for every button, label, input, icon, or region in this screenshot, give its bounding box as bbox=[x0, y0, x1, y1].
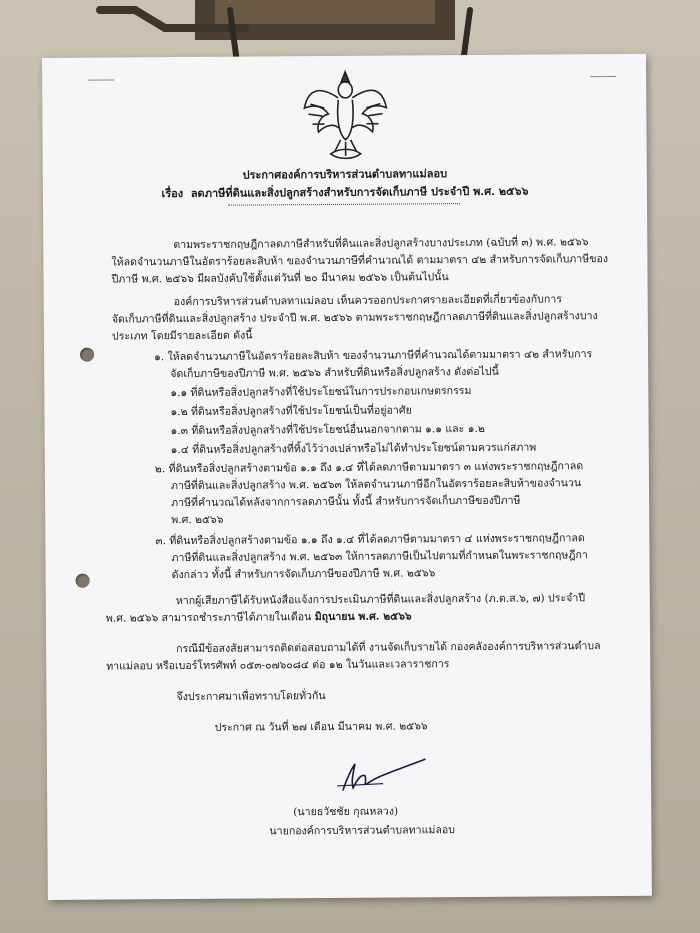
signature bbox=[329, 755, 439, 796]
text-line: ประเภท โดยมีรายละเอียด ดังนี้ bbox=[111, 329, 253, 343]
text-line: ๑.๓ ที่ดินหรือสิ่งปลูกสร้างที่ใช้ประโยชน์อื่นนอกจากตาม ๑.๑ และ ๑.๒ bbox=[170, 422, 485, 438]
garuda-emblem-icon bbox=[300, 68, 391, 163]
text-line: พ.ศ. ๒๕๖๖ bbox=[171, 513, 224, 527]
text-line: ภาษีที่ดินและสิ่งปลูกสร้าง พ.ศ. ๒๕๖๓ ให้ลดจำนวนภาษีอีกในอัตราร้อยละสิบห้าของจำนวน bbox=[170, 477, 582, 493]
text-line: จึงประกาศมาเพื่อทราบโดยทั่วกัน bbox=[176, 690, 326, 704]
announcement-date: ประกาศ ณ วันที่ ๒๗ เดือน มีนาคม พ.ศ. ๒๕๖๖ bbox=[214, 720, 428, 734]
text-line: ๑.๒ ที่ดินหรือสิ่งปลูกสร้างที่ใช้ประโยชน์เป็นที่อยู่อาศัย bbox=[170, 404, 412, 419]
text-line: ๑.๔ ที่ดินหรือสิ่งปลูกสร้างที่ทิ้งไว้ว่างเปล่าหรือไม่ได้ทำประโยชน์ตามควรแก่สภาพ bbox=[170, 441, 537, 457]
signer-position: นายกองค์การบริหารส่วนตำบลทาแม่ลอบ bbox=[269, 824, 455, 838]
text-line: จัดเก็บภาษีที่ดินและสิ่งปลูกสร้าง ประจำปี พ.ศ. ๒๕๖๖ ตามพระราชกฤษฎีกาลดภาษีที่ดินและสิ่งปลูกสร้างบาง bbox=[111, 310, 598, 326]
text-line: ๑. ให้ลดจำนวนภาษีในอัตราร้อยละสิบห้า ของจำนวนภาษีที่คำนวณได้ตามมาตรา ๔๒ สำหรับการ bbox=[154, 348, 593, 364]
signer-name: (นายธวัชชัย กุณหลวง) bbox=[293, 805, 399, 819]
title-divider bbox=[228, 203, 460, 206]
announcement-title: ประกาศองค์การบริหารส่วนตำบลทาแม่ลอบ bbox=[242, 167, 448, 182]
text-line: ปีภาษี พ.ศ. ๒๕๖๖ มีผลบังคับใช้ตั้งแต่วันที่ ๒๐ มีนาคม ๒๕๖๖ เป็นต้นไปนั้น bbox=[111, 271, 449, 286]
announcement-subject: เรื่อง ลดภาษีที่ดินและสิ่งปลูกสร้างสำหรับการจัดเก็บภาษี ประจำปี พ.ศ. ๒๕๖๖ bbox=[161, 184, 529, 201]
text-line: ให้ลดจำนวนภาษีในอัตราร้อยละสิบห้า ของจำนวนภาษีที่คำนวณได้ ตามมาตรา ๔๒ สำหรับการจัดเก็บภาษีของ bbox=[111, 253, 609, 269]
text-line: ตามพระราชกฤษฎีกาลดภาษีสำหรับที่ดินและสิ่งปลูกสร้างบางประเภท (ฉบับที่ ๓) พ.ศ. ๒๕๖๖ bbox=[173, 236, 589, 252]
text-line: ดังกล่าว ทั้งนี้ สำหรับการจัดเก็บภาษีของปีภาษี พ.ศ. ๒๕๖๖ bbox=[171, 567, 436, 582]
text-line: จัดเก็บภาษีของปีภาษี พ.ศ. ๒๕๖๖ สำหรับที่ดินหรือสิ่งปลูกสร้าง ดังต่อไปนี้ bbox=[170, 365, 499, 381]
text-line: ๒. ที่ดินหรือสิ่งปลูกสร้างตามข้อ ๑.๑ ถึง ๑.๔ ที่ได้ลดภาษีตามมาตรา ๓ แห่งพระราชกฤษฎีกาลด bbox=[154, 460, 584, 476]
text-line: ทาแม่ลอบ หรือเบอร์โทรศัพท์ ๐๕๓-๐๗๖๐๘๔ ต่อ ๑๒ ในวันและเวลาราชการ bbox=[106, 658, 450, 673]
text-line: ภาษีที่ดินและสิ่งปลูกสร้าง พ.ศ. ๒๕๖๓ ให้การลดภาษีเป็นไปตามที่กำหนดในพระราชกฤษฎีกา bbox=[171, 549, 588, 565]
text-line: ๑.๑ ที่ดินหรือสิ่งปลูกสร้างที่ใช้ประโยชน์ในการประกอบเกษตรกรรม bbox=[170, 385, 472, 400]
text-line: หากผู้เสียภาษีได้รับหนังสือแจ้งการประเมินภาษีที่ดินและสิ่งปลูกสร้าง (ภ.ด.ส.๖, ๗) ประจำปี bbox=[175, 592, 586, 608]
text-line: องค์การบริหารส่วนตำบลทาแม่ลอบ เห็นควรออกประกาศรายละเอียดที่เกี่ยวข้องกับการ bbox=[173, 293, 562, 309]
text-line: พ.ศ. ๒๕๖๖ สามารถชำระภาษีได้ภายในเดือน มิถุนายน พ.ศ. ๒๕๖๖ bbox=[105, 610, 412, 625]
text-line: ๓. ที่ดินหรือสิ่งปลูกสร้างตามข้อ ๑.๑ ถึง ๑.๔ ที่ได้ลดภาษีตามมาตรา ๔ แห่งพระราชกฤษฎีกาลด bbox=[155, 532, 585, 548]
text-line: กรณีมีข้อสงสัยสามารถติดต่อสอบถามได้ที่ งานจัดเก็บรายได้ กองคลังองค์การบริหารส่วนตำบล bbox=[176, 640, 601, 656]
announcement-paper bbox=[42, 54, 652, 900]
text-line: ภาษีที่คำนวณได้หลังจากการลดภาษีนั้น ทั้งนี้ สำหรับการจัดเก็บภาษีของปีภาษี bbox=[171, 494, 521, 510]
